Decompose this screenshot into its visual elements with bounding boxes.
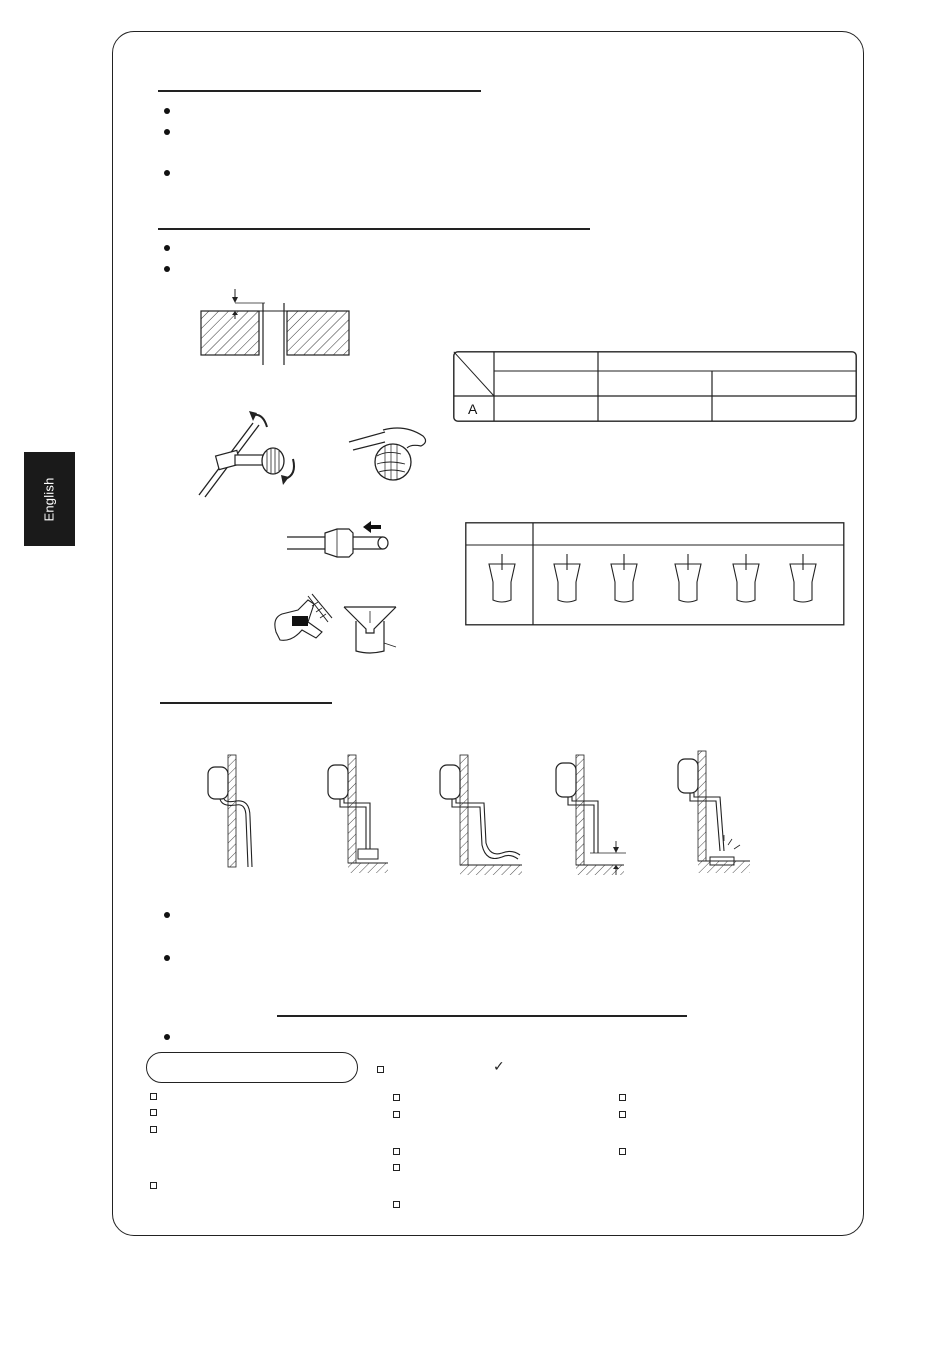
flare-nut-diagram [285, 515, 400, 565]
checkbox[interactable] [619, 1094, 626, 1101]
language-tab[interactable] [24, 452, 75, 546]
hand-deburring-diagram [345, 420, 430, 485]
dimension-table-row-label: A [468, 401, 478, 417]
bullet-point [164, 129, 170, 135]
section-4-heading-rule [277, 1015, 687, 1017]
drain-hose-figure-4 [556, 755, 626, 875]
bullet-point [164, 955, 170, 961]
drain-hose-figure-1 [208, 755, 252, 867]
dimension-table [453, 351, 857, 422]
language-tab-label: English [41, 476, 57, 522]
checkbox[interactable] [150, 1182, 157, 1189]
checkbox[interactable] [393, 1094, 400, 1101]
checklist-header-pill [146, 1052, 358, 1083]
bullet-point [164, 170, 170, 176]
drain-hose-figure-5 [678, 751, 750, 873]
bullet-point [164, 912, 170, 918]
section-3-heading-rule [160, 702, 332, 704]
checkbox[interactable] [393, 1111, 400, 1118]
checkbox[interactable] [150, 1093, 157, 1100]
flaring-tool-diagram [268, 592, 340, 652]
checkbox[interactable] [393, 1201, 400, 1208]
drain-hose-diagrams [190, 745, 790, 880]
bullet-point [164, 1034, 170, 1040]
section-2-heading-rule [158, 228, 590, 230]
checkbox[interactable] [150, 1126, 157, 1133]
pipe-protrusion-diagram [195, 285, 355, 367]
checkbox[interactable] [150, 1109, 157, 1116]
dimension-table-grid [453, 351, 857, 422]
pipe-cutter-diagram [195, 405, 310, 500]
bullet-point [164, 245, 170, 251]
check-mark-icon: ✓ [493, 1059, 505, 1075]
checkbox[interactable] [619, 1148, 626, 1155]
drain-hose-figure-2 [328, 755, 388, 873]
checkbox[interactable] [377, 1066, 384, 1073]
flare-section-diagram [340, 603, 400, 655]
section-1-heading-rule [158, 90, 481, 92]
checkbox[interactable] [619, 1111, 626, 1118]
flare-inspection-table [465, 522, 847, 627]
checkbox[interactable] [393, 1148, 400, 1155]
drain-hose-figure-3 [440, 755, 522, 875]
bullet-point [164, 108, 170, 114]
bullet-point [164, 266, 170, 272]
checkbox[interactable] [393, 1164, 400, 1171]
